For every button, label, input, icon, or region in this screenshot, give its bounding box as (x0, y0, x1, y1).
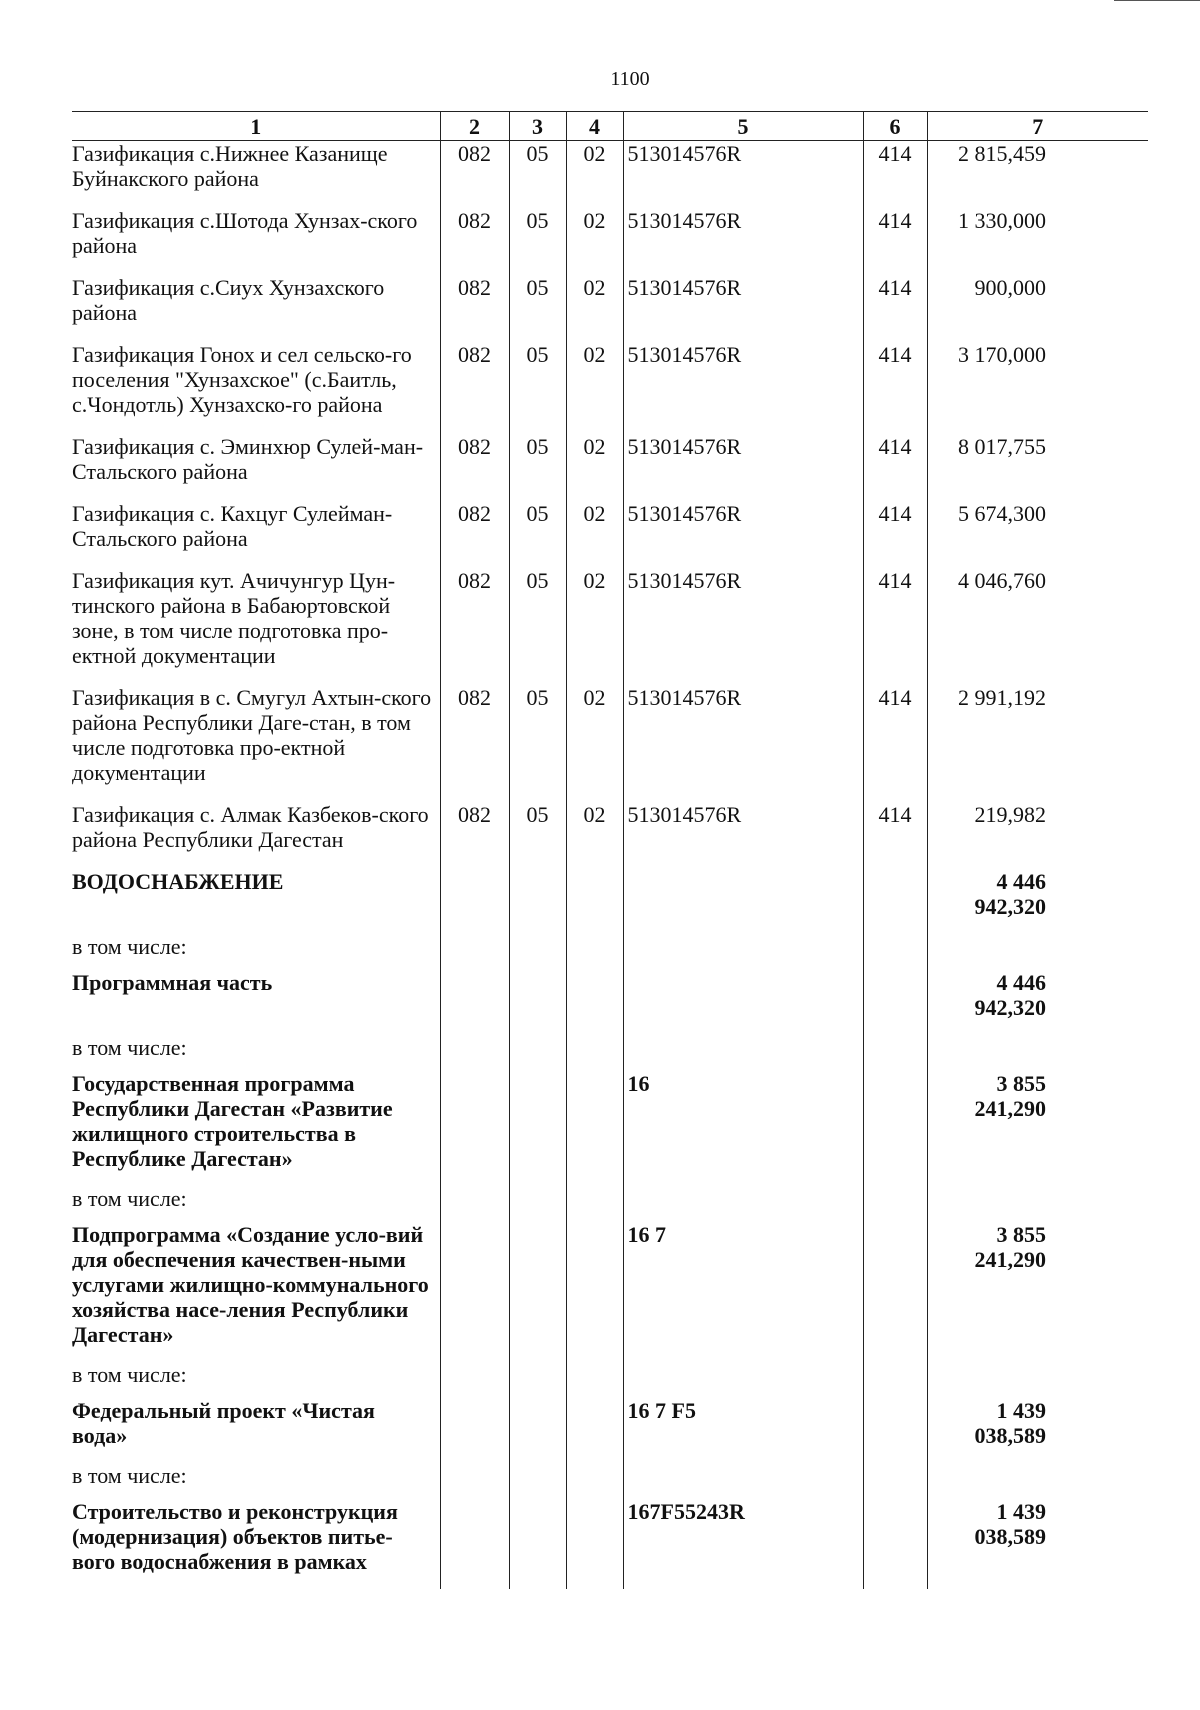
table-row (72, 934, 1148, 970)
row-subsection-cell (566, 869, 623, 934)
row-section-cell (509, 869, 566, 934)
table-row (72, 1186, 1148, 1222)
table-row (72, 802, 1148, 869)
row-amount-cell: 4 046,760 (927, 568, 1148, 685)
row-code-cell: 513014576R (623, 141, 863, 209)
row-ministry-cell: 082 (440, 141, 509, 209)
row-name-cell: в том числе: (72, 1035, 187, 1060)
row-ministry-cell (440, 1035, 509, 1071)
row-expense-type-cell: 414 (863, 141, 927, 209)
row-expense-type-cell (863, 1499, 927, 1589)
row-section-cell (509, 1186, 566, 1222)
row-amount-cell: 4 446 942,320 (927, 869, 1148, 934)
table-row (72, 434, 1148, 501)
row-name-cell: Газификация Гонох и сел сельско-го поселения "Хунзахское" (с.Баитль, с.Чондотль) Хунзахско-го района (72, 342, 412, 417)
row-subsection-cell: 02 (566, 434, 623, 501)
row-amount-cell (927, 1035, 1148, 1071)
row-expense-type-cell: 414 (863, 275, 927, 342)
row-ministry-cell: 082 (440, 342, 509, 434)
row-expense-type-cell (863, 869, 927, 934)
row-section-cell: 05 (509, 802, 566, 869)
table-row (72, 1222, 1148, 1362)
row-section-cell (509, 1071, 566, 1186)
row-expense-type-cell (863, 1362, 927, 1398)
row-ministry-cell (440, 1222, 509, 1362)
row-amount-cell (927, 1463, 1148, 1499)
row-code-cell: 513014576R (623, 434, 863, 501)
row-section-cell (509, 1499, 566, 1589)
row-expense-type-cell (863, 1186, 927, 1222)
row-subsection-cell: 02 (566, 342, 623, 434)
row-amount-cell: 2 815,459 (927, 141, 1148, 209)
row-expense-type-cell (863, 1035, 927, 1071)
table-row (72, 1362, 1148, 1398)
row-expense-type-cell: 414 (863, 568, 927, 685)
row-ministry-cell (440, 1362, 509, 1398)
row-section-cell (509, 1222, 566, 1362)
table-row (72, 970, 1148, 1035)
column-header: 2 (440, 112, 509, 141)
row-ministry-cell (440, 1398, 509, 1463)
budget-table (72, 111, 1148, 1589)
row-name-cell: в том числе: (72, 1463, 187, 1488)
row-section-cell: 05 (509, 501, 566, 568)
row-code-cell (623, 1463, 863, 1499)
row-expense-type-cell: 414 (863, 342, 927, 434)
table-row (72, 342, 1148, 434)
row-code-cell: 513014576R (623, 685, 863, 802)
row-code-cell: 513014576R (623, 501, 863, 568)
table-row (72, 141, 1148, 209)
row-subsection-cell (566, 934, 623, 970)
row-name-cell: ВОДОСНАБЖЕНИЕ (72, 869, 284, 894)
row-code-cell (623, 869, 863, 934)
column-header: 3 (509, 112, 566, 141)
row-expense-type-cell (863, 934, 927, 970)
row-code-cell: 167F55243R (623, 1499, 863, 1589)
row-name-cell: Подпрограмма «Создание усло-вий для обеспечения качествен-ными услугами жилищно-коммунального хозяйства насе-ления Республики Дагестан» (72, 1222, 429, 1347)
row-expense-type-cell (863, 1071, 927, 1186)
row-amount-cell: 3 170,000 (927, 342, 1148, 434)
row-code-cell (623, 934, 863, 970)
row-subsection-cell (566, 1071, 623, 1186)
row-expense-type-cell: 414 (863, 802, 927, 869)
table-body (72, 141, 1148, 1590)
row-ministry-cell (440, 970, 509, 1035)
row-amount-cell: 4 446 942,320 (927, 970, 1148, 1035)
row-name-cell: Федеральный проект «Чистая вода» (72, 1398, 375, 1448)
table-row (72, 1463, 1148, 1499)
row-expense-type-cell: 414 (863, 501, 927, 568)
table-row (72, 275, 1148, 342)
row-subsection-cell: 02 (566, 802, 623, 869)
column-header: 7 (927, 112, 1148, 141)
row-name-cell: в том числе: (72, 1186, 187, 1211)
row-ministry-cell: 082 (440, 568, 509, 685)
table-row (72, 1035, 1148, 1071)
row-code-cell: 513014576R (623, 802, 863, 869)
row-section-cell (509, 1035, 566, 1071)
row-code-cell: 16 (623, 1071, 863, 1186)
row-name-cell: Государственная программа Республики Дагестан «Развитие жилищного строительства в Республике Дагестан» (72, 1071, 393, 1171)
row-amount-cell: 5 674,300 (927, 501, 1148, 568)
row-name-cell: в том числе: (72, 934, 187, 959)
row-subsection-cell (566, 970, 623, 1035)
row-amount-cell: 3 855 241,290 (927, 1071, 1148, 1186)
row-ministry-cell: 082 (440, 434, 509, 501)
column-header: 4 (566, 112, 623, 141)
row-code-cell (623, 1362, 863, 1398)
table-row (72, 1398, 1148, 1463)
row-subsection-cell: 02 (566, 141, 623, 209)
row-code-cell (623, 970, 863, 1035)
row-subsection-cell (566, 1398, 623, 1463)
row-subsection-cell: 02 (566, 208, 623, 275)
table-row (72, 685, 1148, 802)
row-amount-cell: 1 330,000 (927, 208, 1148, 275)
row-subsection-cell (566, 1463, 623, 1499)
column-header: 1 (72, 112, 440, 141)
row-section-cell (509, 1362, 566, 1398)
row-section-cell: 05 (509, 275, 566, 342)
row-expense-type-cell (863, 1463, 927, 1499)
row-code-cell: 16 7 (623, 1222, 863, 1362)
table-row (72, 1499, 1148, 1589)
column-header: 5 (623, 112, 863, 141)
table-header-row (72, 112, 1148, 141)
row-expense-type-cell: 414 (863, 685, 927, 802)
row-expense-type-cell: 414 (863, 434, 927, 501)
row-amount-cell: 900,000 (927, 275, 1148, 342)
row-subsection-cell (566, 1035, 623, 1071)
row-expense-type-cell (863, 1222, 927, 1362)
row-ministry-cell (440, 1463, 509, 1499)
row-code-cell (623, 1186, 863, 1222)
row-name-cell: Строительство и реконструкция (модернизация) объектов питье-вого водоснабжения в рамках (72, 1499, 398, 1574)
row-ministry-cell: 082 (440, 685, 509, 802)
row-section-cell: 05 (509, 141, 566, 209)
row-name-cell: в том числе: (72, 1362, 187, 1387)
row-subsection-cell: 02 (566, 501, 623, 568)
table-row (72, 208, 1148, 275)
row-code-cell: 16 7 F5 (623, 1398, 863, 1463)
row-amount-cell (927, 934, 1148, 970)
table-row (72, 869, 1148, 934)
row-subsection-cell (566, 1186, 623, 1222)
row-subsection-cell: 02 (566, 275, 623, 342)
row-amount-cell: 1 439 038,589 (927, 1499, 1148, 1589)
row-subsection-cell (566, 1362, 623, 1398)
row-name-cell: Газификация с. Кахцуг Сулейман-Стальского района (72, 501, 393, 551)
table-row (72, 1071, 1148, 1186)
page-edge-line (1114, 0, 1200, 1)
row-amount-cell: 219,982 (927, 802, 1148, 869)
row-subsection-cell (566, 1222, 623, 1362)
row-code-cell: 513014576R (623, 275, 863, 342)
row-ministry-cell: 082 (440, 501, 509, 568)
row-code-cell (623, 1035, 863, 1071)
page-number: 1100 (610, 68, 650, 90)
column-header: 6 (863, 112, 927, 141)
row-ministry-cell: 082 (440, 275, 509, 342)
row-name-cell: Программная часть (72, 970, 273, 995)
row-code-cell: 513014576R (623, 568, 863, 685)
row-amount-cell (927, 1362, 1148, 1398)
row-section-cell: 05 (509, 685, 566, 802)
row-subsection-cell: 02 (566, 568, 623, 685)
row-subsection-cell: 02 (566, 685, 623, 802)
row-amount-cell: 3 855 241,290 (927, 1222, 1148, 1362)
row-section-cell (509, 1463, 566, 1499)
row-section-cell: 05 (509, 434, 566, 501)
row-ministry-cell (440, 1186, 509, 1222)
row-code-cell: 513014576R (623, 342, 863, 434)
table-row (72, 501, 1148, 568)
row-section-cell: 05 (509, 342, 566, 434)
row-amount-cell: 2 991,192 (927, 685, 1148, 802)
row-ministry-cell: 082 (440, 802, 509, 869)
row-code-cell: 513014576R (623, 208, 863, 275)
row-ministry-cell: 082 (440, 208, 509, 275)
table-row (72, 568, 1148, 685)
row-expense-type-cell (863, 1398, 927, 1463)
row-name-cell: Газификация с.Сиух Хунзахского района (72, 275, 385, 325)
row-ministry-cell (440, 869, 509, 934)
row-expense-type-cell (863, 970, 927, 1035)
row-name-cell: Газификация с. Алмак Казбеков-ского района Республики Дагестан (72, 802, 429, 852)
row-name-cell: Газификация кут. Ачичунгур Цун-тинского района в Бабаюртовской зоне, в том числе подготовка про-ектной документации (72, 568, 396, 668)
row-amount-cell: 1 439 038,589 (927, 1398, 1148, 1463)
row-name-cell: Газификация в с. Смугул Ахтын-ского района Республики Даге-стан, в том числе подготовка про-ектной документации (72, 685, 432, 785)
row-expense-type-cell: 414 (863, 208, 927, 275)
row-name-cell: Газификация с.Нижнее Казанище Буйнакского района (72, 141, 388, 191)
row-section-cell (509, 1398, 566, 1463)
row-amount-cell: 8 017,755 (927, 434, 1148, 501)
row-name-cell: Газификация с.Шотода Хунзах-ского района (72, 208, 418, 258)
row-section-cell: 05 (509, 208, 566, 275)
row-section-cell: 05 (509, 568, 566, 685)
row-section-cell (509, 934, 566, 970)
row-name-cell: Газификация с. Эминхюр Сулей-ман-Стальского района (72, 434, 424, 484)
row-ministry-cell (440, 934, 509, 970)
row-ministry-cell (440, 1071, 509, 1186)
row-subsection-cell (566, 1499, 623, 1589)
row-ministry-cell (440, 1499, 509, 1589)
row-amount-cell (927, 1186, 1148, 1222)
row-section-cell (509, 970, 566, 1035)
